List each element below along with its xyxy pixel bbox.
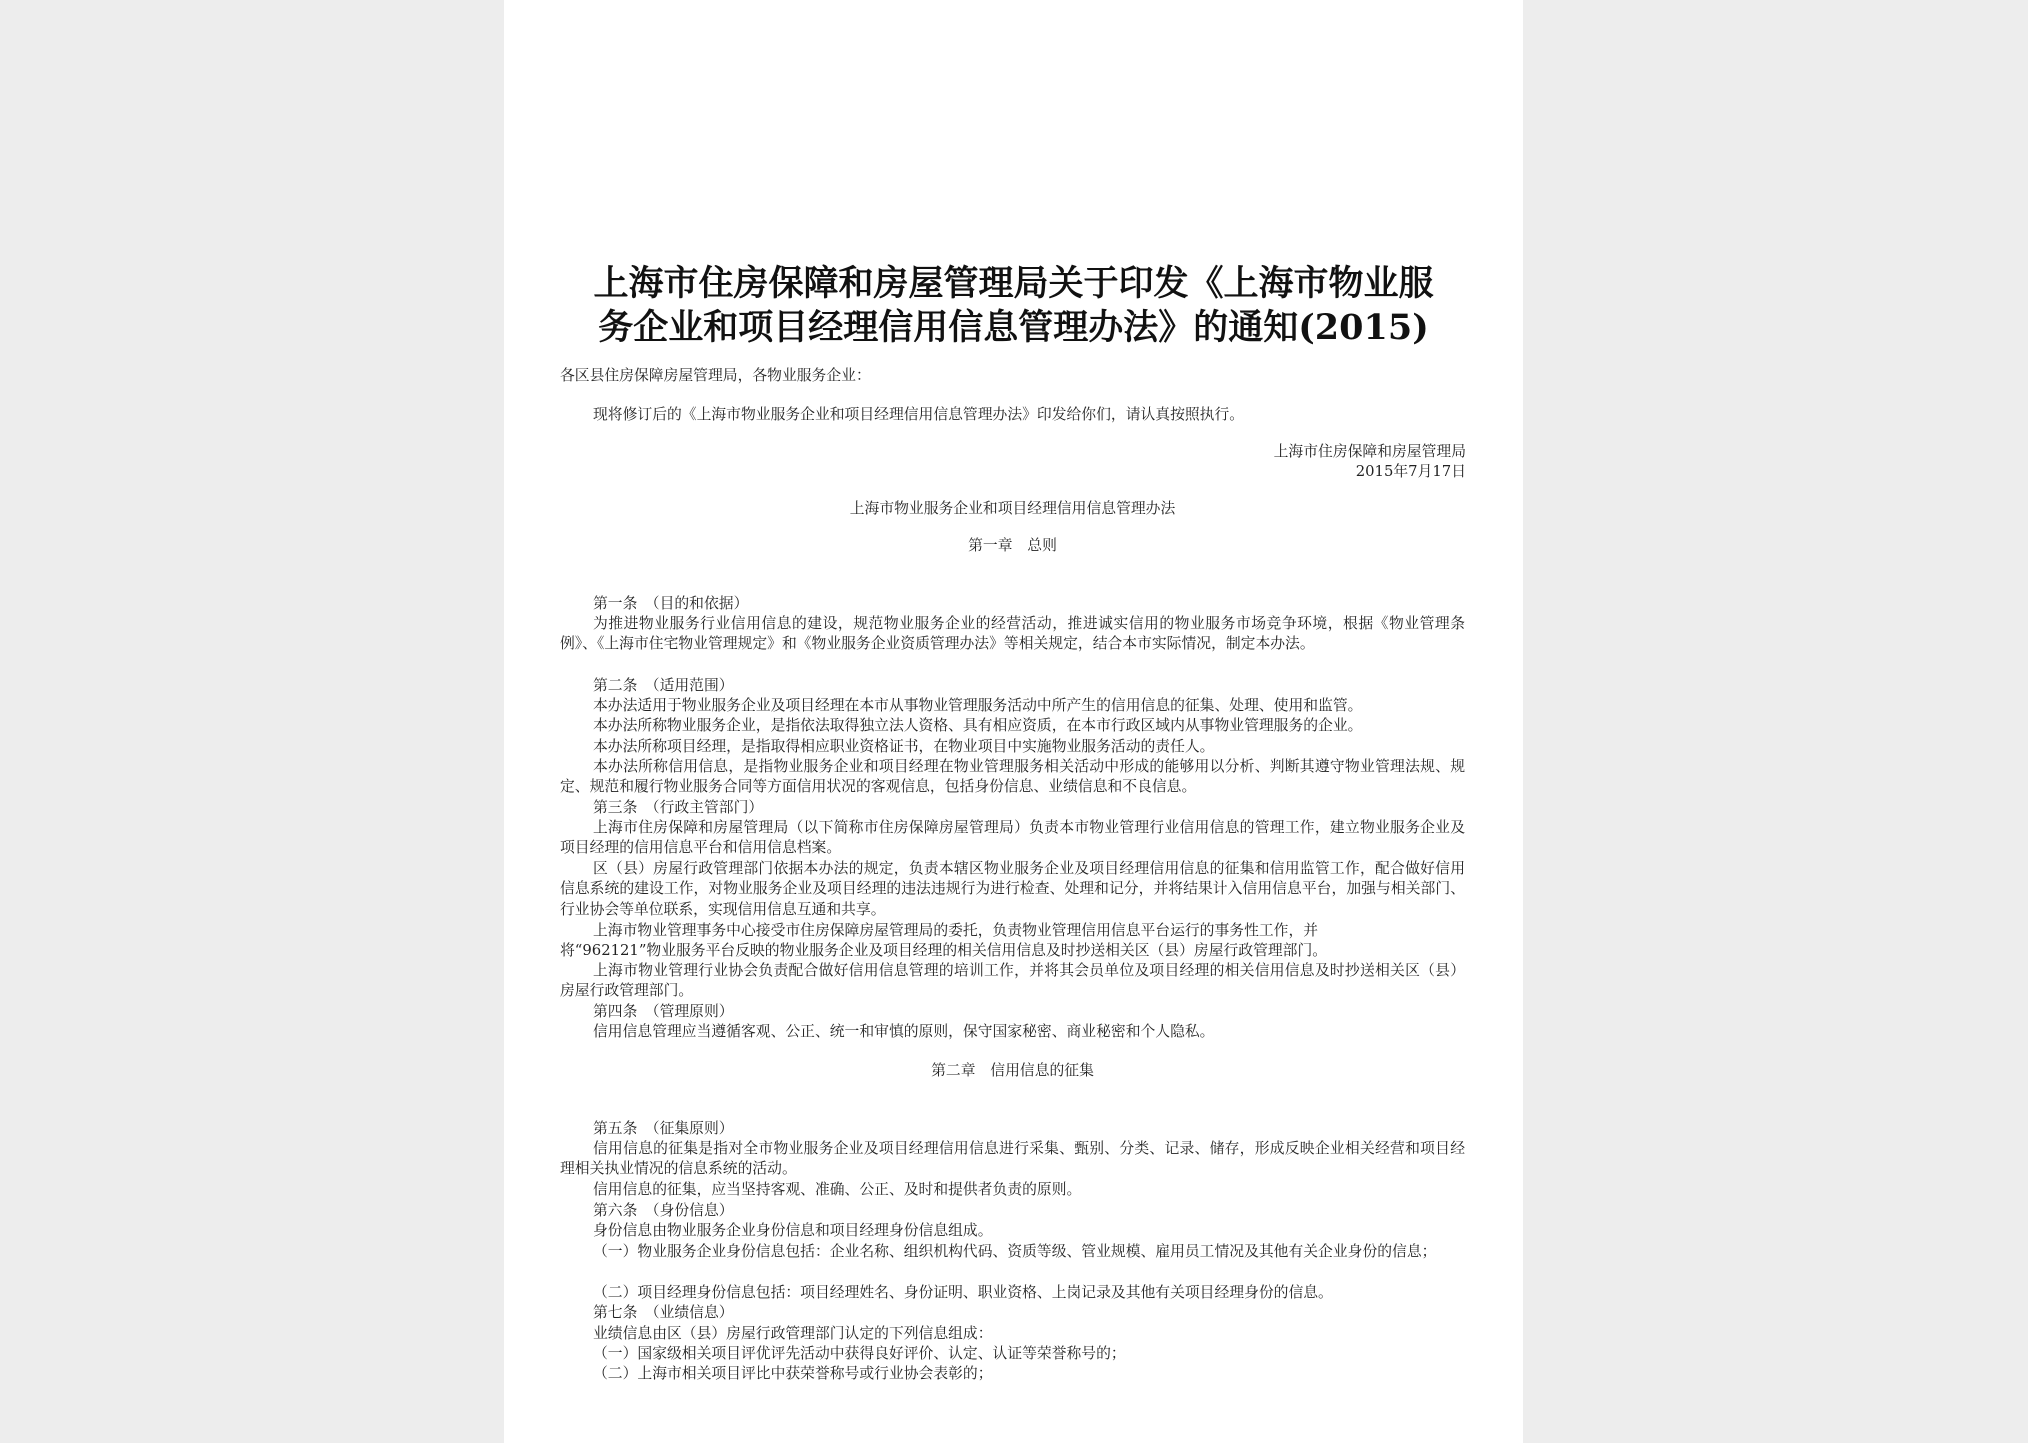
article-2-paragraph-2: 本办法所称物业服务企业，是指依法取得独立法人资格、具有相应资质，在本市行政区域内从事物业管理服务的企业。 [593, 717, 1363, 734]
article-6-item-1: （一）物业服务企业身份信息包括：企业名称、组织机构代码、资质等级、管业规模、雇用员工情况及其他有关企业身份的信息； [593, 1243, 1437, 1260]
issuer: 上海市住房保障和房屋管理局 [1273, 443, 1466, 460]
article-2-paragraph-3: 本办法所称项目经理，是指取得相应职业资格证书，在物业项目中实施物业服务活动的责任人。 [593, 738, 1215, 755]
article-3-paragraph-3b: 将“962121”物业服务平台反映的物业服务企业及项目经理的相关信用信息及时抄送相关区（县）房屋行政管理部门。 [560, 942, 1328, 959]
document-title [544, 262, 1483, 350]
article-2-paragraph-4: 本办法所称信用信息，是指物业服务企业和项目经理在物业管理服务相关活动中形成的能够用以分析、判断其遵守物业管理法规、规定、规范和履行物业服务合同等方面信用状况的客观信息，包括身份信息、业绩信息和不良信息。 [560, 758, 1465, 796]
article-5-paragraph-2: 信用信息的征集，应当坚持客观、准确、公正、及时和提供者负责的原则。 [593, 1181, 1082, 1198]
salutation: 各区县住房保障房屋管理局，各物业服务企业： [560, 367, 871, 384]
article-2-paragraph-1: 本办法适用于物业服务企业及项目经理在本市从事物业管理服务活动中所产生的信用信息的征集、处理、使用和监管。 [593, 697, 1363, 714]
article-3-heading: 第三条 （行政主管部门） [593, 799, 764, 816]
chapter-2-heading: 第二章 信用信息的征集 [931, 1062, 1094, 1079]
regulation-title: 上海市物业服务企业和项目经理信用信息管理办法 [849, 500, 1176, 517]
document-page [504, 0, 1523, 1443]
article-5-paragraph-1: 信用信息的征集是指对全市物业服务企业及项目经理信用信息进行采集、甄别、分类、记录、储存，形成反映企业相关经营和项目经理相关执业情况的信息系统的活动。 [560, 1140, 1465, 1178]
article-3-paragraph-2: 区（县）房屋行政管理部门依据本办法的规定，负责本辖区物业服务企业及项目经理信用信息的征集和信用监管工作，配合做好信用信息系统的建设工作，对物业服务企业及项目经理的违法违规行为进行检查、处理和记分，并将结果计入信用信息平台，加强与相关部门、行业协会等单位联系，实现信用信息互通和共享。 [560, 860, 1465, 918]
article-6-paragraph-1: 身份信息由物业服务企业身份信息和项目经理身份信息组成。 [593, 1222, 993, 1239]
intro-paragraph: 现将修订后的《上海市物业服务企业和项目经理信用信息管理办法》印发给你们，请认真按照执行。 [593, 406, 1245, 423]
article-7-item-1: （一）国家级相关项目评优评先活动中获得良好评价、认定、认证等荣誉称号的； [593, 1345, 1126, 1362]
article-3-paragraph-1: 上海市住房保障和房屋管理局（以下简称市住房保障房屋管理局）负责本市物业管理行业信用信息的管理工作，建立物业服务企业及项目经理的信用信息平台和信用信息档案。 [560, 819, 1465, 857]
article-4-paragraph: 信用信息管理应当遵循客观、公正、统一和审慎的原则，保守国家秘密、商业秘密和个人隐私。 [593, 1023, 1215, 1040]
title-line-2: 务企业和项目经理信用信息管理办法》的通知(2015) [598, 307, 1429, 348]
article-5-heading: 第五条 （征集原则） [593, 1120, 734, 1137]
issue-date: 2015年7月17日 [1355, 463, 1466, 480]
article-6-heading: 第六条 （身份信息） [593, 1202, 734, 1219]
chapter-1-heading: 第一章 总则 [968, 537, 1057, 554]
article-1-paragraph: 为推进物业服务行业信用信息的建设，规范物业服务企业的经营活动，推进诚实信用的物业服务市场竞争环境，根据《物业管理条例》、《上海市住宅物业管理规定》和《物业服务企业资质管理办法》等相关规定，结合本市实际情况，制定本办法。 [560, 615, 1465, 653]
article-7-paragraph-1: 业绩信息由区（县）房屋行政管理部门认定的下列信息组成： [593, 1325, 993, 1342]
article-3-paragraph-4: 上海市物业管理行业协会负责配合做好信用信息管理的培训工作，并将其会员单位及项目经理的相关信用信息及时抄送相关区（县）房屋行政管理部门。 [560, 962, 1465, 1000]
article-1-heading: 第一条 （目的和依据） [593, 595, 749, 612]
article-4-heading: 第四条 （管理原则） [593, 1003, 734, 1020]
article-7-item-2: （二）上海市相关项目评比中获荣誉称号或行业协会表彰的； [593, 1365, 993, 1382]
article-3-paragraph-3a: 上海市物业管理事务中心接受市住房保障房屋管理局的委托，负责物业管理信用信息平台运行的事务性工作，并 [593, 922, 1319, 939]
article-2-heading: 第二条 （适用范围） [593, 677, 734, 694]
article-6-item-2: （二）项目经理身份信息包括：项目经理姓名、身份证明、职业资格、上岗记录及其他有关项目经理身份的信息。 [593, 1284, 1333, 1301]
title-line-1: 上海市住房保障和房屋管理局关于印发《上海市物业服 [593, 263, 1434, 304]
article-7-heading: 第七条 （业绩信息） [593, 1304, 734, 1321]
